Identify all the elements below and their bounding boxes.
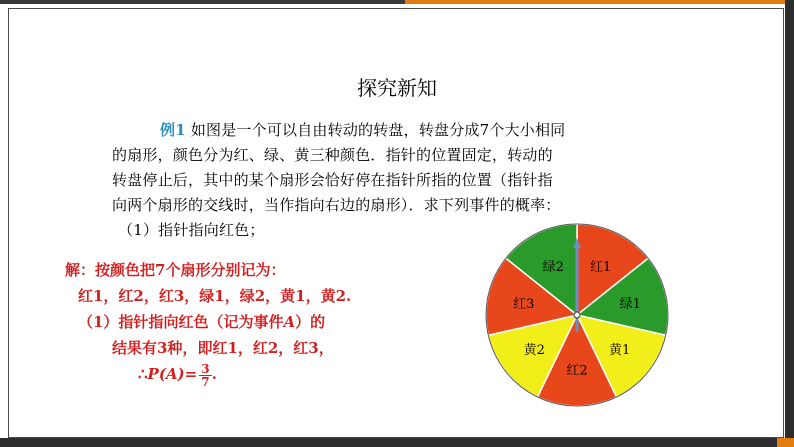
bottom-edge-bar	[0, 438, 794, 447]
spinner-wheel	[484, 222, 670, 408]
spinner-sector-label: 红1	[590, 259, 612, 275]
solution-block	[65, 257, 475, 389]
spinner-sector-label: 红3	[513, 296, 535, 312]
spinner-sector-label: 黄1	[609, 343, 631, 359]
right-edge-bar	[785, 0, 794, 447]
example-line-4: 向两个扇形的交线时，当作指向右边的扇形）．求下列事件的概率：	[112, 196, 561, 214]
solution-line-1: 解：按颜色把7个扇形分别记为：	[65, 261, 286, 279]
spinner-sector-label: 黄2	[523, 343, 545, 359]
solution-line-5: ∴P(A)= $\frac{3}{7}$ .	[138, 361, 217, 389]
solution-line-3: （1）指针指向红色（记为事件A）的	[78, 313, 326, 331]
top-bar-orange	[405, 0, 794, 4]
corner-orange-accent	[777, 438, 794, 447]
question-1: （1）指针指向红色；	[118, 221, 265, 239]
example-line-1: 例1 如图是一个可以自由转动的转盘，转盘分成7个大小相同	[160, 121, 566, 139]
top-bar-dark	[0, 0, 405, 4]
solution-line-4: 结果有3种，即红1，红2，红3，	[112, 339, 334, 357]
example-label: 例1	[160, 121, 186, 139]
example-line-2: 的扇形，颜色分为红、绿、黄三种颜色．指针的位置固定，转动的	[112, 146, 553, 164]
spinner-sector-label: 绿2	[542, 259, 564, 275]
spinner-sector-label: 红2	[566, 363, 588, 379]
probability-fraction: $\frac{3}{7}$	[201, 361, 210, 389]
solution-line-2: 红1，红2，红3，绿1，绿2，黄1，黄2.	[78, 287, 352, 305]
pointer-pivot	[574, 312, 580, 318]
slide-title: 探究新知	[357, 76, 437, 100]
spinner-sector-label: 绿1	[619, 296, 641, 312]
example-line-3: 转盘停止后，其中的某个扇形会恰好停在指针所指的位置（指针指	[112, 171, 553, 189]
